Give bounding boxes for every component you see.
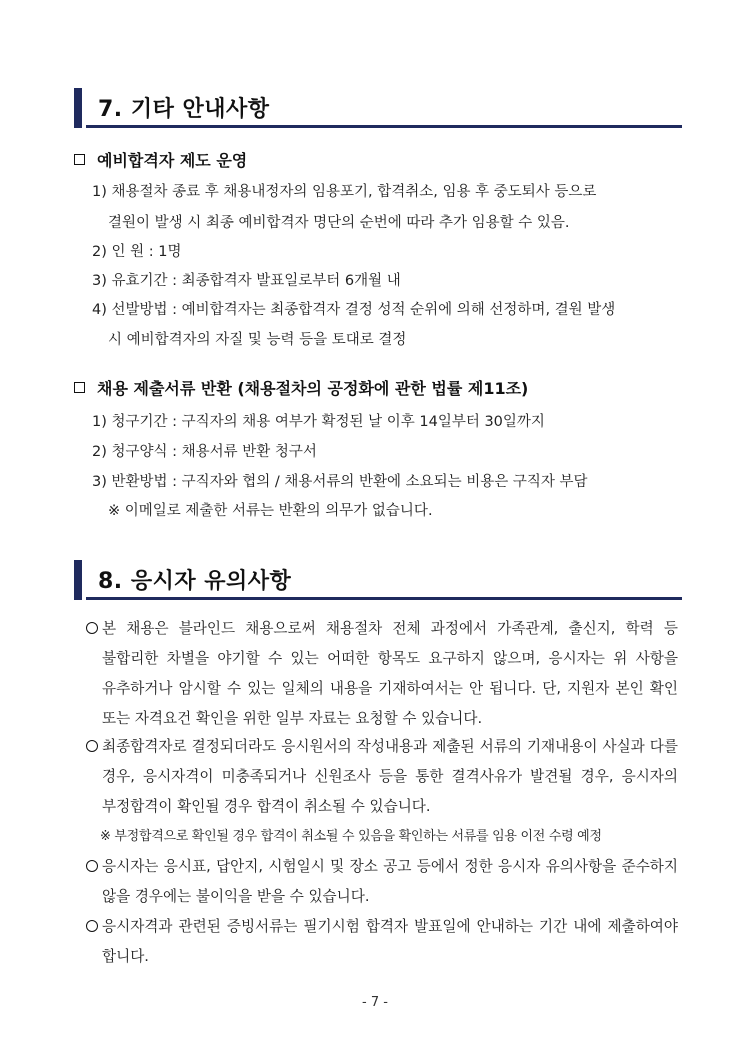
heading-accent-bar xyxy=(74,88,82,128)
circle-bullet-icon xyxy=(86,920,98,932)
reserve-heading-text: 예비합격자 제도 운영 xyxy=(97,151,248,170)
return-note: ※ 이메일로 제출한 서류는 반환의 의무가 없습니다. xyxy=(108,503,433,519)
heading-underline xyxy=(86,125,682,128)
return-docs-heading xyxy=(74,376,528,399)
page-number: - 7 - xyxy=(362,995,388,1010)
notice-item-3-text: 응시자는 응시표, 답안지, 시험일시 및 장소 공고 등에서 정한 응시자 유의사항을 준수하지 않을 경우에는 불이익을 받을 수 있습니다. xyxy=(102,858,678,905)
reserve-line-2: 2) 인 원 : 1명 xyxy=(92,244,182,260)
section-8-title: 8. 응시자 유의사항 xyxy=(98,569,292,594)
notice-note: ※ 부정합격으로 확인될 경우 합격이 취소될 수 있음을 확인하는 서류를 임용 이전 수령 예정 xyxy=(100,829,602,844)
notice-item-3 xyxy=(88,852,678,912)
notice-item-2 xyxy=(88,732,678,822)
return-line-2: 2) 청구양식 : 채용서류 반환 청구서 xyxy=(92,444,317,460)
reserve-line-4: 4) 선발방법 : 예비합격자는 최종합격자 결정 성적 순위에 의해 선정하며, 결원 발생 xyxy=(92,302,616,318)
checkbox-square-icon xyxy=(74,154,85,165)
return-docs-heading-text: 채용 제출서류 반환 (채용절차의 공정화에 관한 법률 제11조) xyxy=(97,379,529,398)
reserve-line-4-cont: 시 예비합격자의 자질 및 능력 등을 토대로 결정 xyxy=(108,332,407,348)
notice-item-4 xyxy=(88,912,678,972)
notice-item-4-text: 응시자격과 관련된 증빙서류는 필기시험 합격자 발표일에 안내하는 기간 내에 제출하여야 합니다. xyxy=(102,918,678,965)
heading-underline xyxy=(86,597,682,600)
notice-item-1-text: 본 채용은 블라인드 채용으로써 채용절차 전체 과정에서 가족관계, 출신지, 학력 등 불합리한 차별을 야기할 수 있는 어떠한 항목도 요구하지 않으며, 응시자는 위 사항을 유추하거나 암시할 수 있는 일체의 내용을 기재하여서는 안 됩니다. 단, 지원자 본인 확인 또는 자격요건 확인을 위한 일부 자료는 요청할 수 있습니다. xyxy=(102,620,678,727)
return-line-1: 1) 청구기간 : 구직자의 채용 여부가 확정된 날 이후 14일부터 30일까지 xyxy=(92,414,545,430)
reserve-line-3: 3) 유효기간 : 최종합격자 발표일로부터 6개월 내 xyxy=(92,273,401,289)
reserve-heading xyxy=(74,148,247,171)
section-8-heading xyxy=(74,560,682,600)
circle-bullet-icon xyxy=(86,860,98,872)
section-7-title: 7. 기타 안내사항 xyxy=(98,97,270,122)
section-7-heading xyxy=(74,88,682,128)
heading-accent-bar xyxy=(74,560,82,600)
notice-item-2-text: 최종합격자로 결정되더라도 응시원서의 작성내용과 제출된 서류의 기재내용이 사실과 다를 경우, 응시자격이 미충족되거나 신원조사 등을 통한 결격사유가 발견될 경우, 응시자의 부정합격이 확인될 경우 합격이 취소될 수 있습니다. xyxy=(102,738,678,815)
reserve-line-1: 1) 채용절차 종료 후 채용내정자의 임용포기, 합격취소, 임용 후 중도퇴사 등으로 xyxy=(92,184,597,200)
reserve-line-1-cont: 결원이 발생 시 최종 예비합격자 명단의 순번에 따라 추가 임용할 수 있음. xyxy=(108,215,570,231)
return-line-3: 3) 반환방법 : 구직자와 협의 / 채용서류의 반환에 소요되는 비용은 구직자 부담 xyxy=(92,474,588,490)
notice-item-1 xyxy=(88,614,678,734)
circle-bullet-icon xyxy=(86,740,98,752)
checkbox-square-icon xyxy=(74,382,85,393)
circle-bullet-icon xyxy=(86,622,98,634)
